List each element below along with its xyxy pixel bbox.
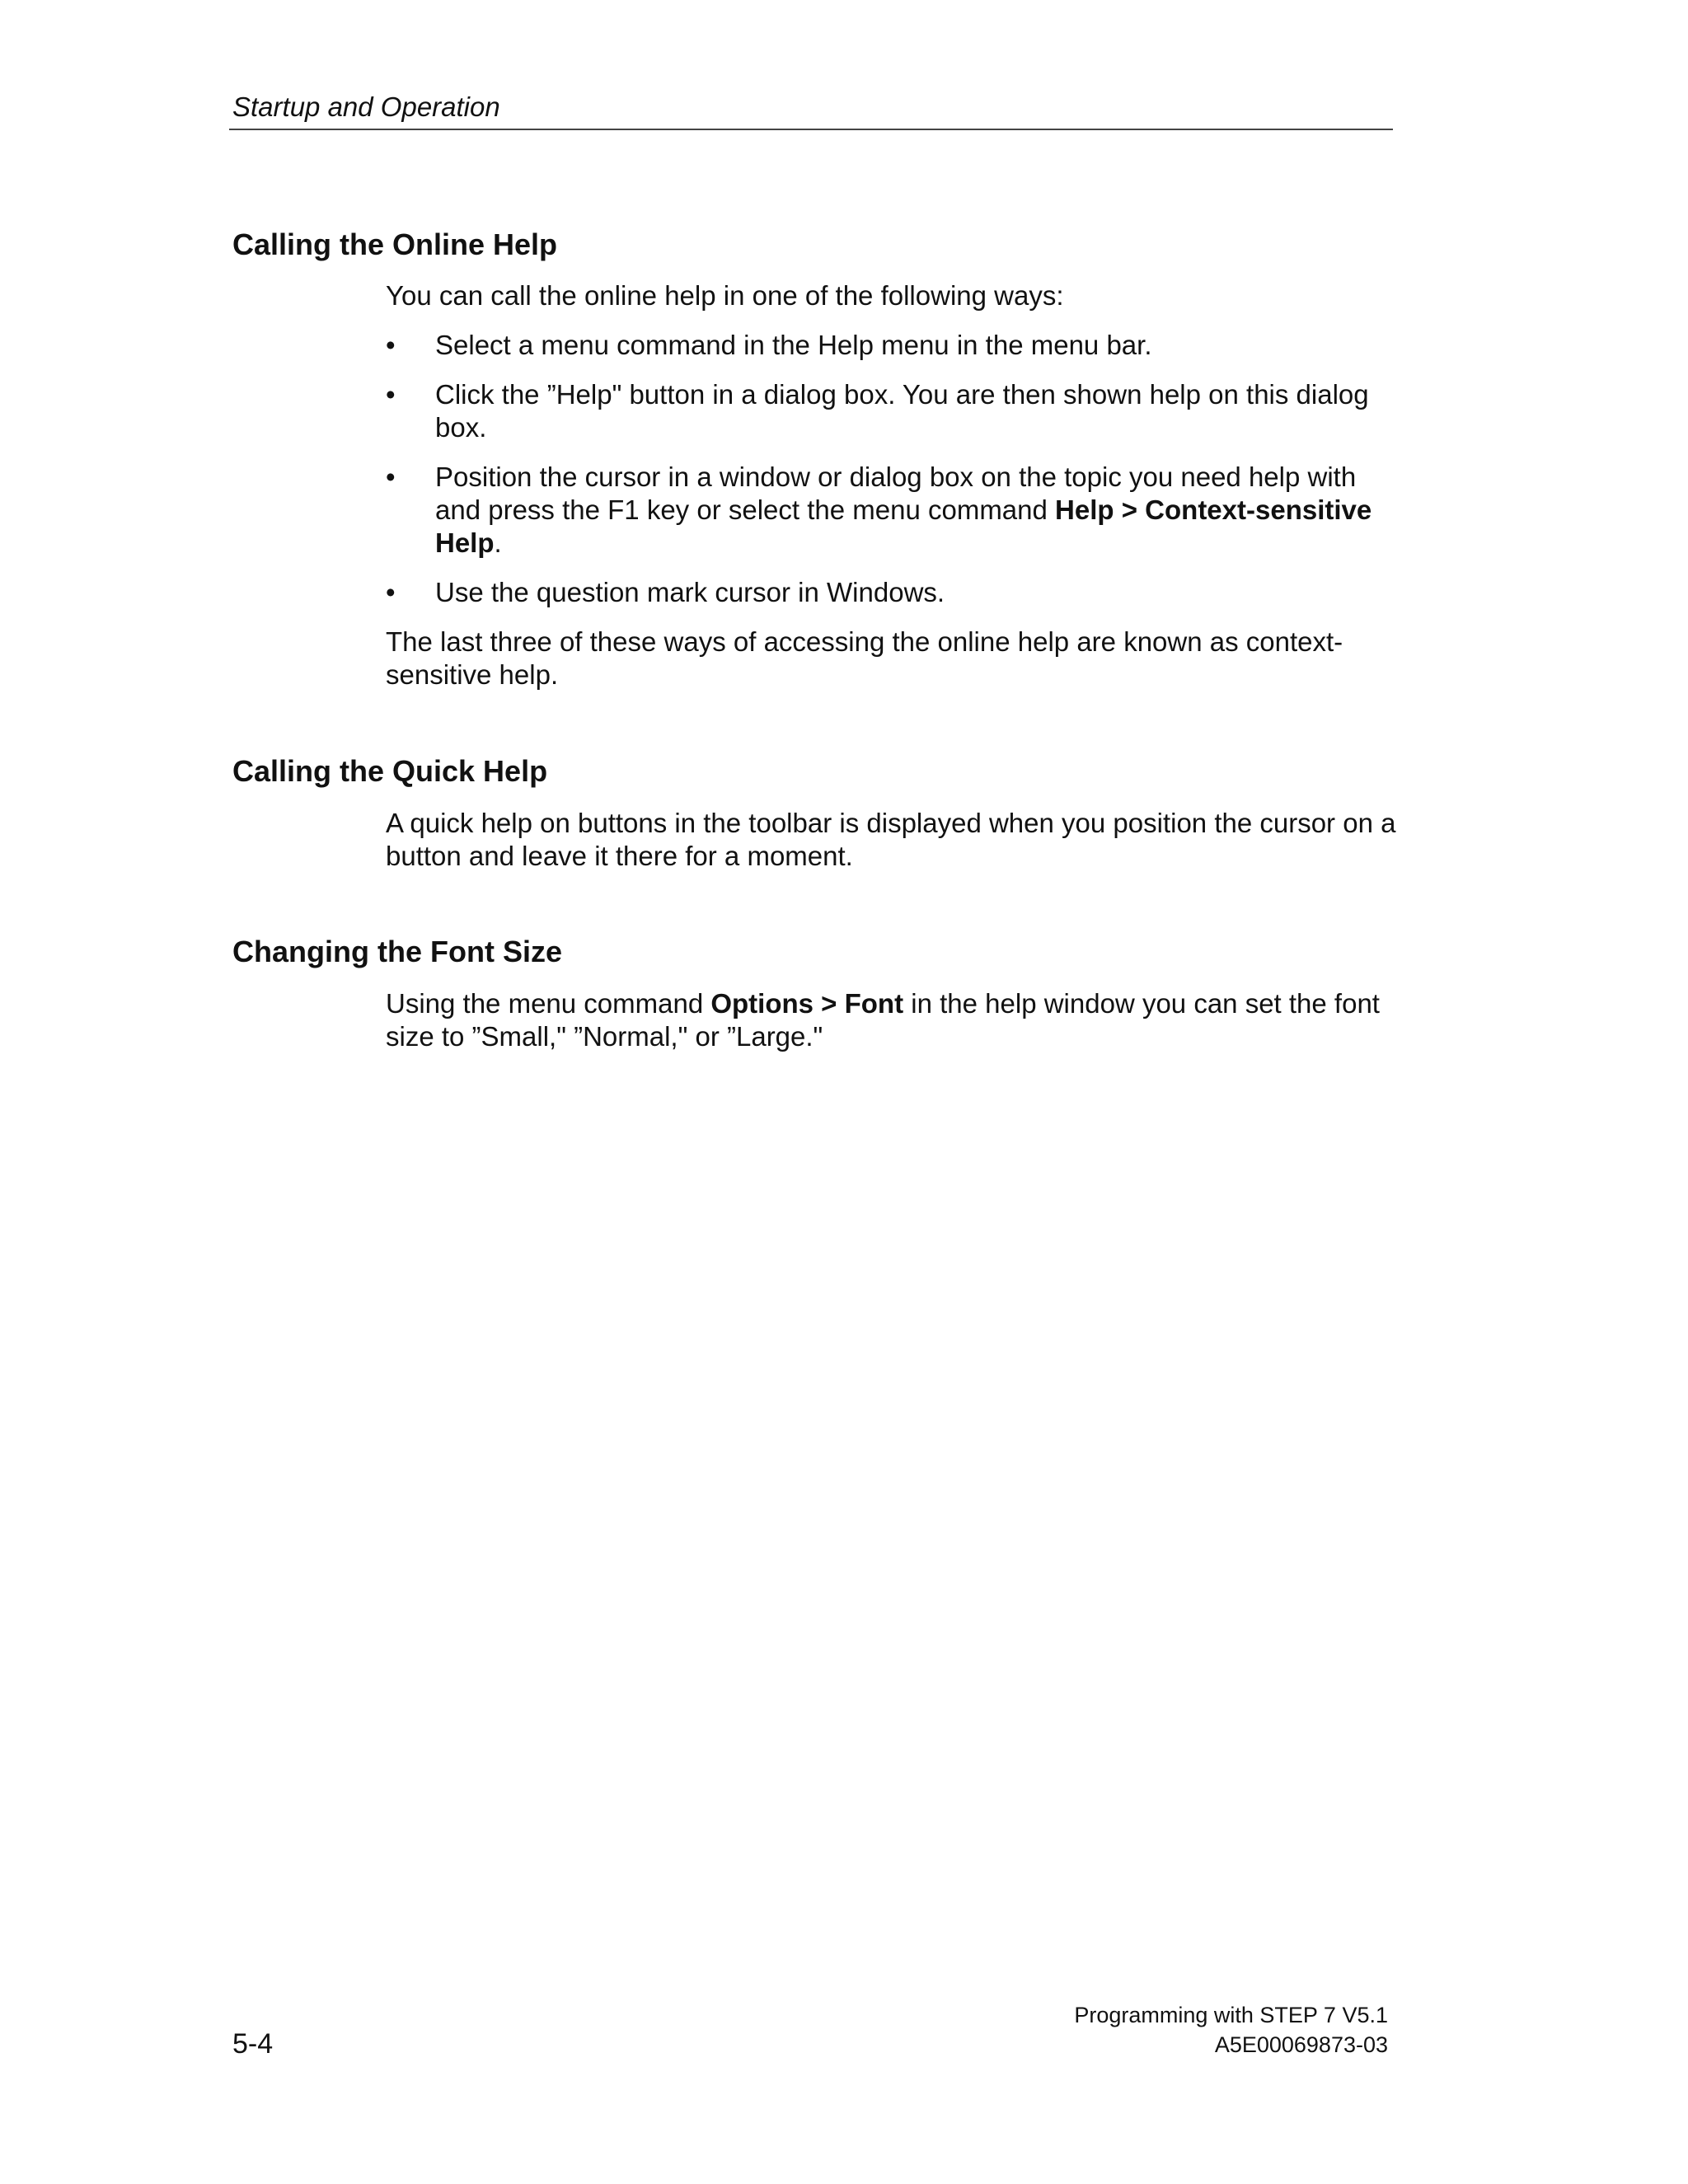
list-item-text: Use the question mark cursor in Windows. (435, 577, 945, 607)
list-item (386, 329, 1400, 362)
list-item-text: Click the ”Help" button in a dialog box. You are then shown help on this dialog box. (435, 379, 1369, 443)
section-body-font-size (386, 987, 1400, 1053)
font-size-text-start: Using the menu command (386, 988, 711, 1019)
section-title-online-help: Calling the Online Help (232, 227, 558, 261)
list-item-text: Position the cursor in a window or dialog box on the topic you need help with and press the F1 key or select the menu command (435, 462, 1357, 525)
running-header: Startup and Operation (232, 91, 500, 122)
footer-doc-code: A5E00069873-03 (1214, 2032, 1388, 2057)
list-item-text: Select a menu command in the Help menu in the menu bar. (435, 330, 1152, 360)
bullet-icon: • (386, 577, 396, 607)
online-help-outro: The last three of these ways of accessing the online help are known as context-sensitive help. (386, 626, 1343, 690)
section-body-online-help (386, 279, 1400, 691)
page-number: 5-4 (232, 2028, 274, 2060)
bullet-icon: • (386, 379, 396, 410)
bullet-icon: • (386, 462, 396, 492)
bullet-icon: • (386, 330, 396, 360)
menu-command-context-help: Help > Context-sensitive Help (435, 494, 1372, 558)
online-help-intro: You can call the online help in one of the following ways: (386, 280, 1064, 311)
font-size-text (386, 987, 1400, 1053)
section-body-quick-help (386, 807, 1400, 873)
quick-help-text: A quick help on buttons in the toolbar is displayed when you position the cursor on a button and leave it there for a moment. (386, 808, 1396, 871)
menu-command-options-font: Options > Font (710, 988, 904, 1019)
list-item (386, 378, 1400, 444)
header-divider (229, 129, 1393, 130)
section-title-font-size: Changing the Font Size (232, 935, 562, 968)
online-help-methods-list (386, 329, 1400, 609)
list-item (386, 576, 1400, 609)
font-size-text-end: in the help window you can set the font size to ”Small," ”Normal," or ”Large." (386, 988, 1380, 1052)
footer-doc-title: Programming with STEP 7 V5.1 (1074, 2003, 1388, 2027)
section-title-quick-help: Calling the Quick Help (232, 754, 548, 788)
list-item-text-end: . (494, 527, 502, 558)
list-item (386, 461, 1400, 560)
